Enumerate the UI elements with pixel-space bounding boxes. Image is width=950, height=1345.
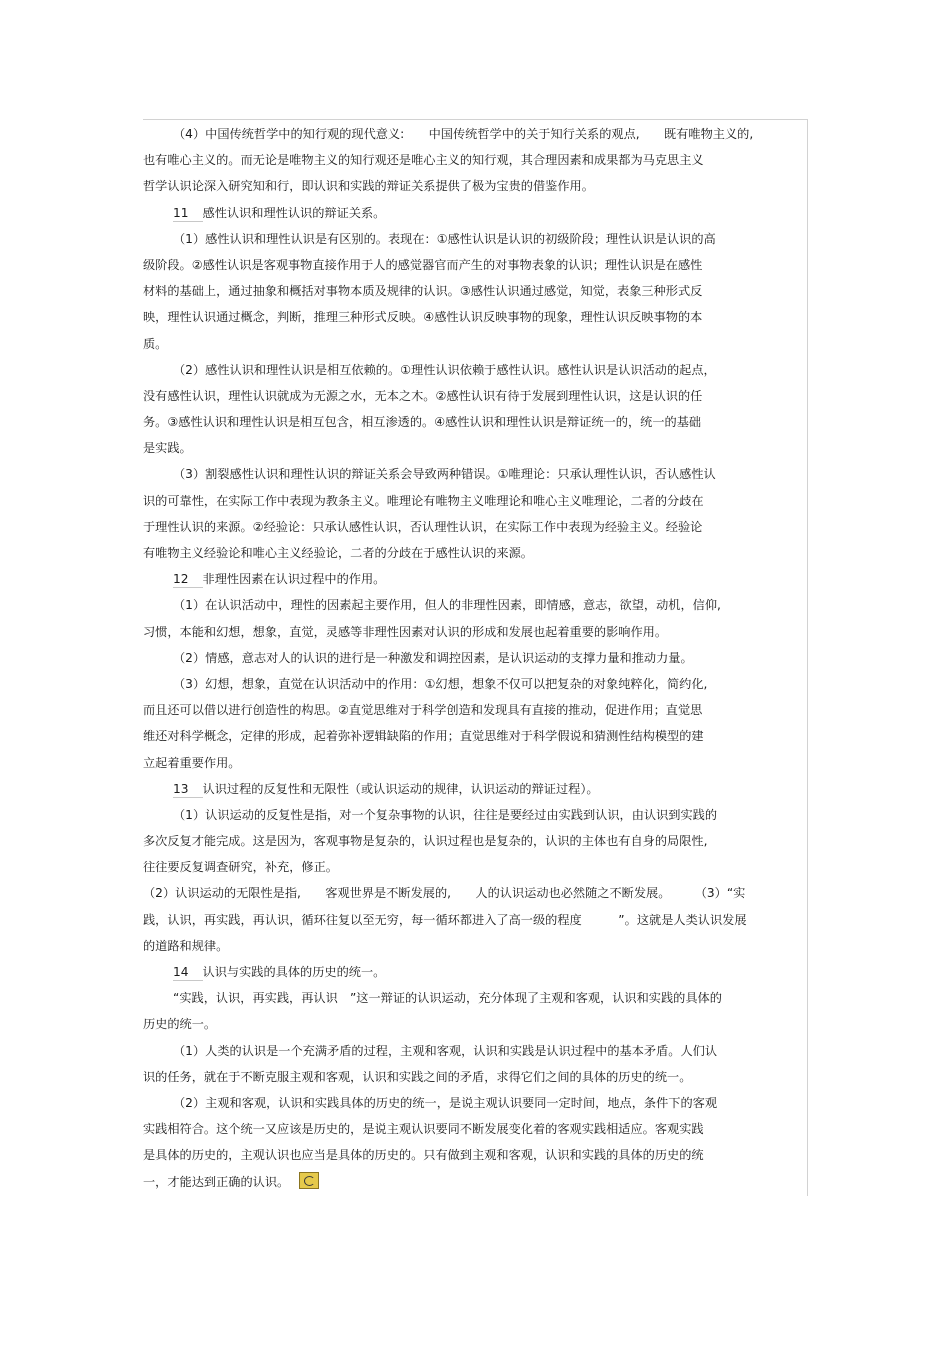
text-line: [143, 357, 803, 383]
section-number: 11: [173, 205, 203, 222]
line-text: 映，理性认识通过概念，判断，推理三种形式反映。④感性认识反映事物的现象，理性认识反映事物的本: [143, 310, 703, 325]
text-line: [143, 854, 803, 880]
text-line: [143, 1064, 803, 1090]
line-text: 是实践。: [143, 441, 192, 456]
line-text: 务。③感性认识和理性认识是相互包含，相互渗透的。④感性认识和理性认识是辩证统一的，统一的基础: [143, 415, 702, 430]
text-line: [143, 671, 803, 697]
line-text: 哲学认识论深入研究知和行，即认识和实践的辩证关系提供了极为宝贵的借鉴作用。: [143, 179, 594, 194]
line-text: （3）割裂感性认识和理性认识的辩证关系会导致两种错误。①唯理论：只承认理性认识，否认感性认: [173, 467, 716, 482]
line-text: 维还对科学概念，定律的形成，起着弥补逻辑缺陷的作用；直觉思维对于科学假说和猜测性结构模型的建: [143, 729, 704, 744]
line-text: 实践相符合。这个统一又应该是历史的，是说主观认识要同不断发展变化着的客观实践相适应。客观实践: [143, 1122, 704, 1137]
line-text: 习惯，本能和幻想，想象，直觉，灵感等非理性因素对认识的形成和发展也起着重要的影响作用。: [143, 624, 668, 639]
text-line: [143, 252, 803, 278]
line-text: （2）情感，意志对人的认识的进行是一种激发和调控因素，是认识运动的支撑力量和推动力量。: [173, 650, 693, 665]
section-number: 13: [173, 781, 203, 798]
text-line: [143, 750, 803, 776]
text-line: [143, 959, 803, 985]
text-line: [143, 173, 803, 199]
text-line: [143, 121, 803, 147]
line-text: 非理性因素在认识过程中的作用。: [202, 572, 386, 587]
text-line: [143, 1116, 803, 1142]
line-text: （1）在认识活动中，理性的因素起主要作用，但人的非理性因素，即情感，意志，欲望，动机，信仰,: [173, 598, 721, 613]
line-text: 识的可靠性，在实际工作中表现为教条主义。唯理论有唯物主义唯理论和唯心主义唯理论，二者的分歧在: [143, 493, 704, 508]
line-text: 认识过程的反复性和无限性（或认识运动的规律，认识运动的辩证过程）。: [202, 781, 599, 796]
text-line: [143, 723, 803, 749]
text-line: [143, 1169, 803, 1195]
text-line: [143, 200, 803, 226]
text-line: [143, 802, 803, 828]
text-line: [143, 461, 803, 487]
line-text: 往往要反复调查研究，补充，修正。: [143, 860, 338, 875]
text-line: [143, 985, 803, 1011]
refresh-icon: [299, 1172, 319, 1189]
line-text: 识的任务，就在于不断克服主观和客观，认识和实践之间的矛盾，求得它们之间的具体的历史的统一。: [143, 1069, 692, 1084]
text-line: [143, 776, 803, 802]
line-text: （1）人类的认识是一个充满矛盾的过程，主观和客观，认识和实践是认识过程中的基本矛盾。人们认: [173, 1043, 718, 1058]
text-line: [143, 1038, 803, 1064]
line-text: （2）认识运动的无限性是指, 客观世界是不断发展的, 人的认识运动也必然随之不断发展。 （3）“实: [143, 886, 746, 901]
text-line: [143, 645, 803, 671]
text-line: [143, 933, 803, 959]
line-text: 感性认识和理性认识的辩证关系。: [202, 205, 386, 220]
line-text: 于理性认识的来源。②经验论：只承认感性认识，否认理性认识，在实际工作中表现为经验主义。经验论: [143, 519, 703, 534]
line-text: 是具体的历史的，主观认识也应当是具体的历史的。只有做到主观和客观，认识和实践的具体的历史的统: [143, 1148, 704, 1163]
line-text: （4）中国传统哲学中的知行观的现代意义: 中国传统哲学中的关于知行关系的观点, 既有唯物主义的,: [173, 127, 754, 141]
line-text: 没有感性认识，理性认识就成为无源之水，无本之木。②感性认识有待于发展到理性认识，这是认识的任: [143, 388, 703, 403]
line-text: 历史的统一。: [143, 1017, 217, 1032]
text-line: [143, 566, 803, 592]
text-line: [143, 435, 803, 461]
line-text: （2）感性认识和理性认识是相互依赖的。①理性认识依赖于感性认识。感性认识是认识活动的起点，: [173, 362, 716, 377]
line-text: 质。: [143, 336, 168, 351]
line-text: （1）认识运动的反复性是指，对一个复杂事物的认识，往往是要经过由实践到认识，由认识到实践的: [173, 807, 718, 822]
text-line: [143, 278, 803, 304]
line-text: 立起着重要作用。: [143, 755, 241, 770]
text-line: [143, 1011, 803, 1037]
text-line: [143, 226, 803, 252]
line-text: 的道路和规律。: [143, 938, 229, 953]
text-line: [143, 592, 803, 618]
line-text: 多次反复才能完成。这是因为，客观事物是复杂的，认识过程也是复杂的，认识的主体也有自身的局限性,: [143, 834, 708, 849]
line-text: “实践，认识，再实践，再认识 ”这一辩证的认识运动，充分体现了主观和客观，认识和实践的具体的: [173, 991, 722, 1006]
text-line: [143, 514, 803, 540]
text-line: [143, 331, 803, 357]
text-line: [143, 488, 803, 514]
text-line: [143, 383, 803, 409]
text-line: [143, 619, 803, 645]
line-text: 也有唯心主义的。而无论是唯物主义的知行观还是唯心主义的知行观，其合理因素和成果都为马克思主义: [143, 153, 704, 168]
text-line: [143, 147, 803, 173]
section-number: 12: [173, 571, 203, 588]
line-text: 认识与实践的具体的历史的统一。: [202, 965, 386, 979]
section-number: 14: [173, 964, 203, 981]
text-line: [143, 880, 803, 906]
line-text: 践，认识，再实践，再认识，循环往复以至无穷，每一循环都进入了高一级的程度 ”。这就是人类认识发展: [143, 912, 747, 927]
line-text: 材料的基础上，通过抽象和概括对事物本质及规律的认识。③感性认识通过感觉，知觉，表象三种形式反: [143, 284, 703, 299]
line-text: （2）主观和客观，认识和实践具体的历史的统一，是说主观认识要同一定时间，地点，条件下的客观: [173, 1095, 718, 1110]
text-line: [143, 540, 803, 566]
line-text: 有唯物主义经验论和唯心主义经验论，二者的分歧在于感性认识的来源。: [143, 546, 533, 560]
text-line: [143, 697, 803, 723]
text-line: [143, 304, 803, 330]
line-text: 而且还可以借以进行创造性的构思。②直觉思维对于科学创造和发现具有直接的推动，促进作用；直觉思: [143, 703, 703, 718]
line-text: 一，才能达到正确的认识。: [143, 1174, 290, 1189]
line-text: 级阶段。②感性认识是客观事物直接作用于人的感觉器官而产生的对事物表象的认识；理性认识是在感性: [143, 257, 703, 272]
line-text: （3）幻想，想象，直觉在认识活动中的作用：①幻想，想象不仅可以把复杂的对象纯粹化，简约化,: [173, 676, 708, 691]
text-line: [143, 1090, 803, 1116]
text-line: [143, 828, 803, 854]
line-text: （1）感性认识和理性认识是有区别的。表现在：①感性认识是认识的初级阶段；理性认识是认识的高: [173, 231, 716, 246]
text-line: [143, 907, 803, 933]
document-body: [143, 121, 803, 1195]
text-line: [143, 409, 803, 435]
text-line: [143, 1142, 803, 1168]
